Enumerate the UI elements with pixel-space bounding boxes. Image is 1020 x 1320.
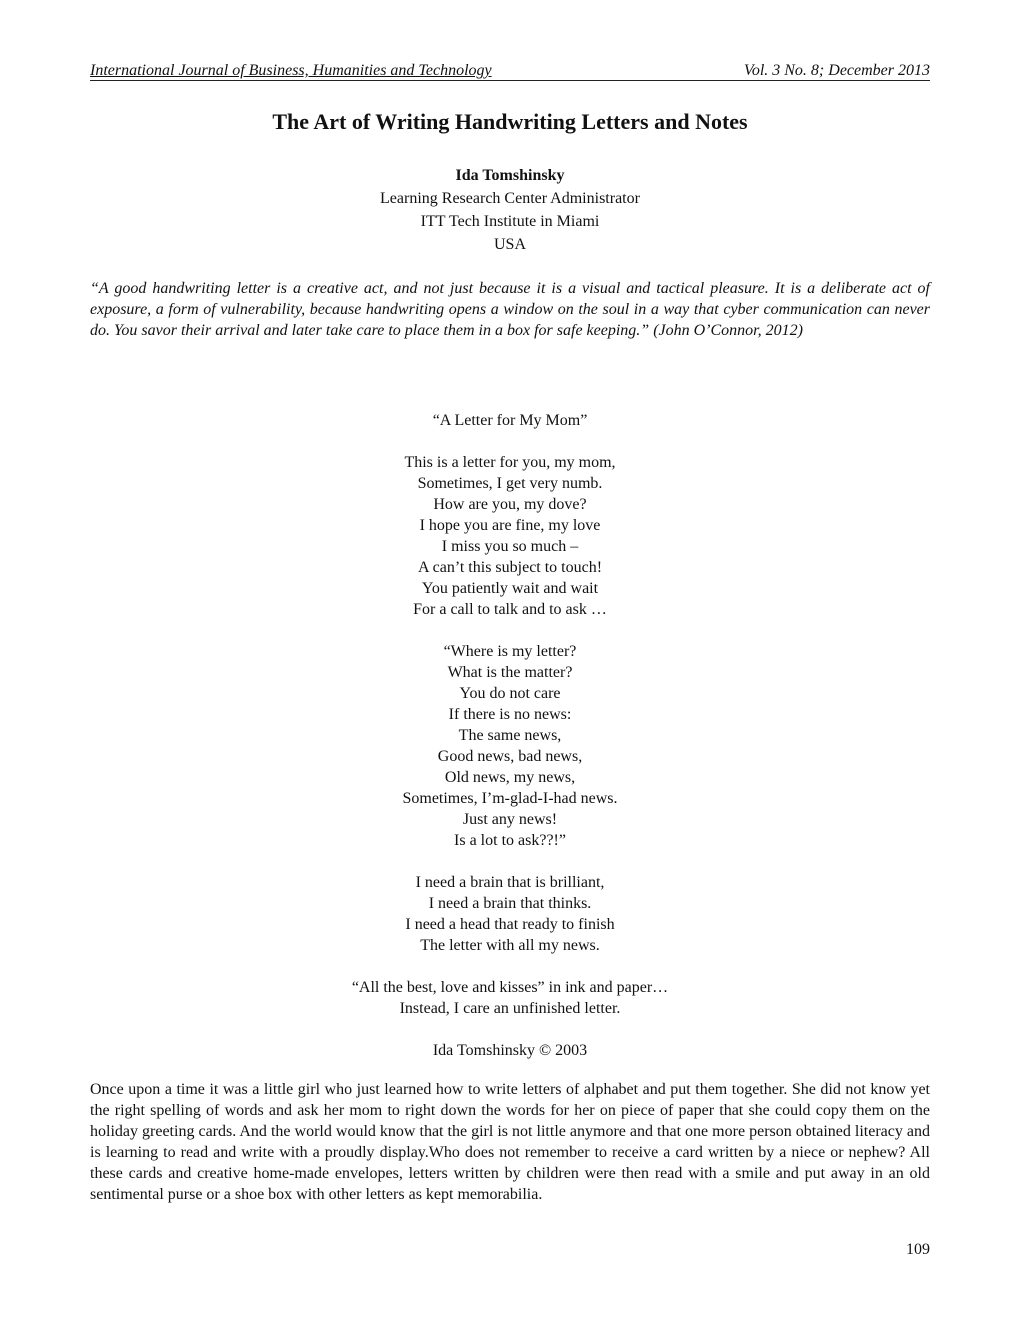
poem-line: How are you, my dove?: [433, 496, 587, 513]
author-position: Learning Research Center Administrator: [380, 190, 640, 207]
poem-stanza: [90, 452, 930, 620]
author-block: [90, 164, 930, 256]
poem-line: Old news, my news,: [444, 769, 576, 786]
poem: [90, 410, 930, 1061]
poem-stanza: [90, 977, 930, 1019]
poem-line: I need a brain that thinks.: [428, 895, 592, 912]
poem-line: Is a lot to ask??!”: [454, 832, 566, 849]
journal-volume: Vol. 3 No. 8; December 2013: [743, 62, 930, 79]
author-country: USA: [493, 236, 526, 253]
poem-line: This is a letter for you, my mom,: [404, 454, 616, 471]
poem-line: Good news, bad news,: [437, 748, 583, 765]
poem-line: “Where is my letter?: [443, 643, 577, 660]
poem-line: I miss you so much –: [441, 538, 579, 555]
body-paragraph: Once upon a time it was a little girl who just learned how to write letters of alphabet and put them together. She did not know yet the right spelling of words and ask her mom to right down the words for her on piece of paper that she could copy them on the holiday greeting cards. And the world would know that the girl is not little anymore and that one more person obtained literacy and is learning to read and write with a proudly display.Who does not remember to receive a card written by a niece or nephew? All these cards and creative home-made envelopes, letters written by children were then read with a smile and put away in an old sentimental purse or a shoe box with other letters as kept memorabilia.: [90, 1081, 930, 1203]
paper-title: The Art of Writing Handwriting Letters and Notes: [272, 109, 748, 134]
poem-line: Instead, I care an unfinished letter.: [399, 1000, 621, 1017]
poem-line: For a call to talk and to ask …: [413, 601, 607, 618]
author-institution: ITT Tech Institute in Miami: [420, 213, 600, 230]
poem-title: “A Letter for My Mom”: [432, 412, 588, 429]
running-header: [90, 61, 930, 81]
poem-copyright: Ida Tomshinsky © 2003: [432, 1042, 588, 1059]
page-number: 109: [906, 1241, 930, 1258]
poem-stanza: [90, 872, 930, 956]
poem-line: The same news,: [458, 727, 562, 744]
poem-line: A can’t this subject to touch!: [417, 559, 603, 576]
poem-line: Sometimes, I’m-glad-I-had news.: [402, 790, 618, 807]
poem-line: You do not care: [459, 685, 561, 702]
epigraph-quote: “A good handwriting letter is a creative act, and not just because it is a visual and tactical pleasure. It is a deliberate act of exposure, a form of vulnerability, because handwriting opens a window on the soul in a way that cyber communication can never do. You savor their arrival and later take care to place them in a box for safe keeping.” (John O’Connor, 2012): [90, 280, 930, 339]
author-name: Ida Tomshinsky: [455, 167, 565, 184]
poem-line: “All the best, love and kisses” in ink and paper…: [351, 979, 669, 996]
poem-line: I need a head that ready to finish: [405, 916, 615, 933]
journal-name: International Journal of Business, Humanities and Technology: [90, 62, 492, 79]
paper-page: [90, 0, 930, 1320]
poem-line: Sometimes, I get very numb.: [417, 475, 603, 492]
poem-line: What is the matter?: [447, 664, 573, 681]
poem-line: Just any news!: [462, 811, 558, 828]
poem-line: I need a brain that is brilliant,: [415, 874, 605, 891]
poem-line: The letter with all my news.: [420, 937, 600, 954]
poem-line: I hope you are fine, my love: [419, 517, 601, 534]
poem-stanza: [90, 641, 930, 851]
poem-line: You patiently wait and wait: [421, 580, 599, 597]
poem-line: If there is no news:: [448, 706, 572, 723]
